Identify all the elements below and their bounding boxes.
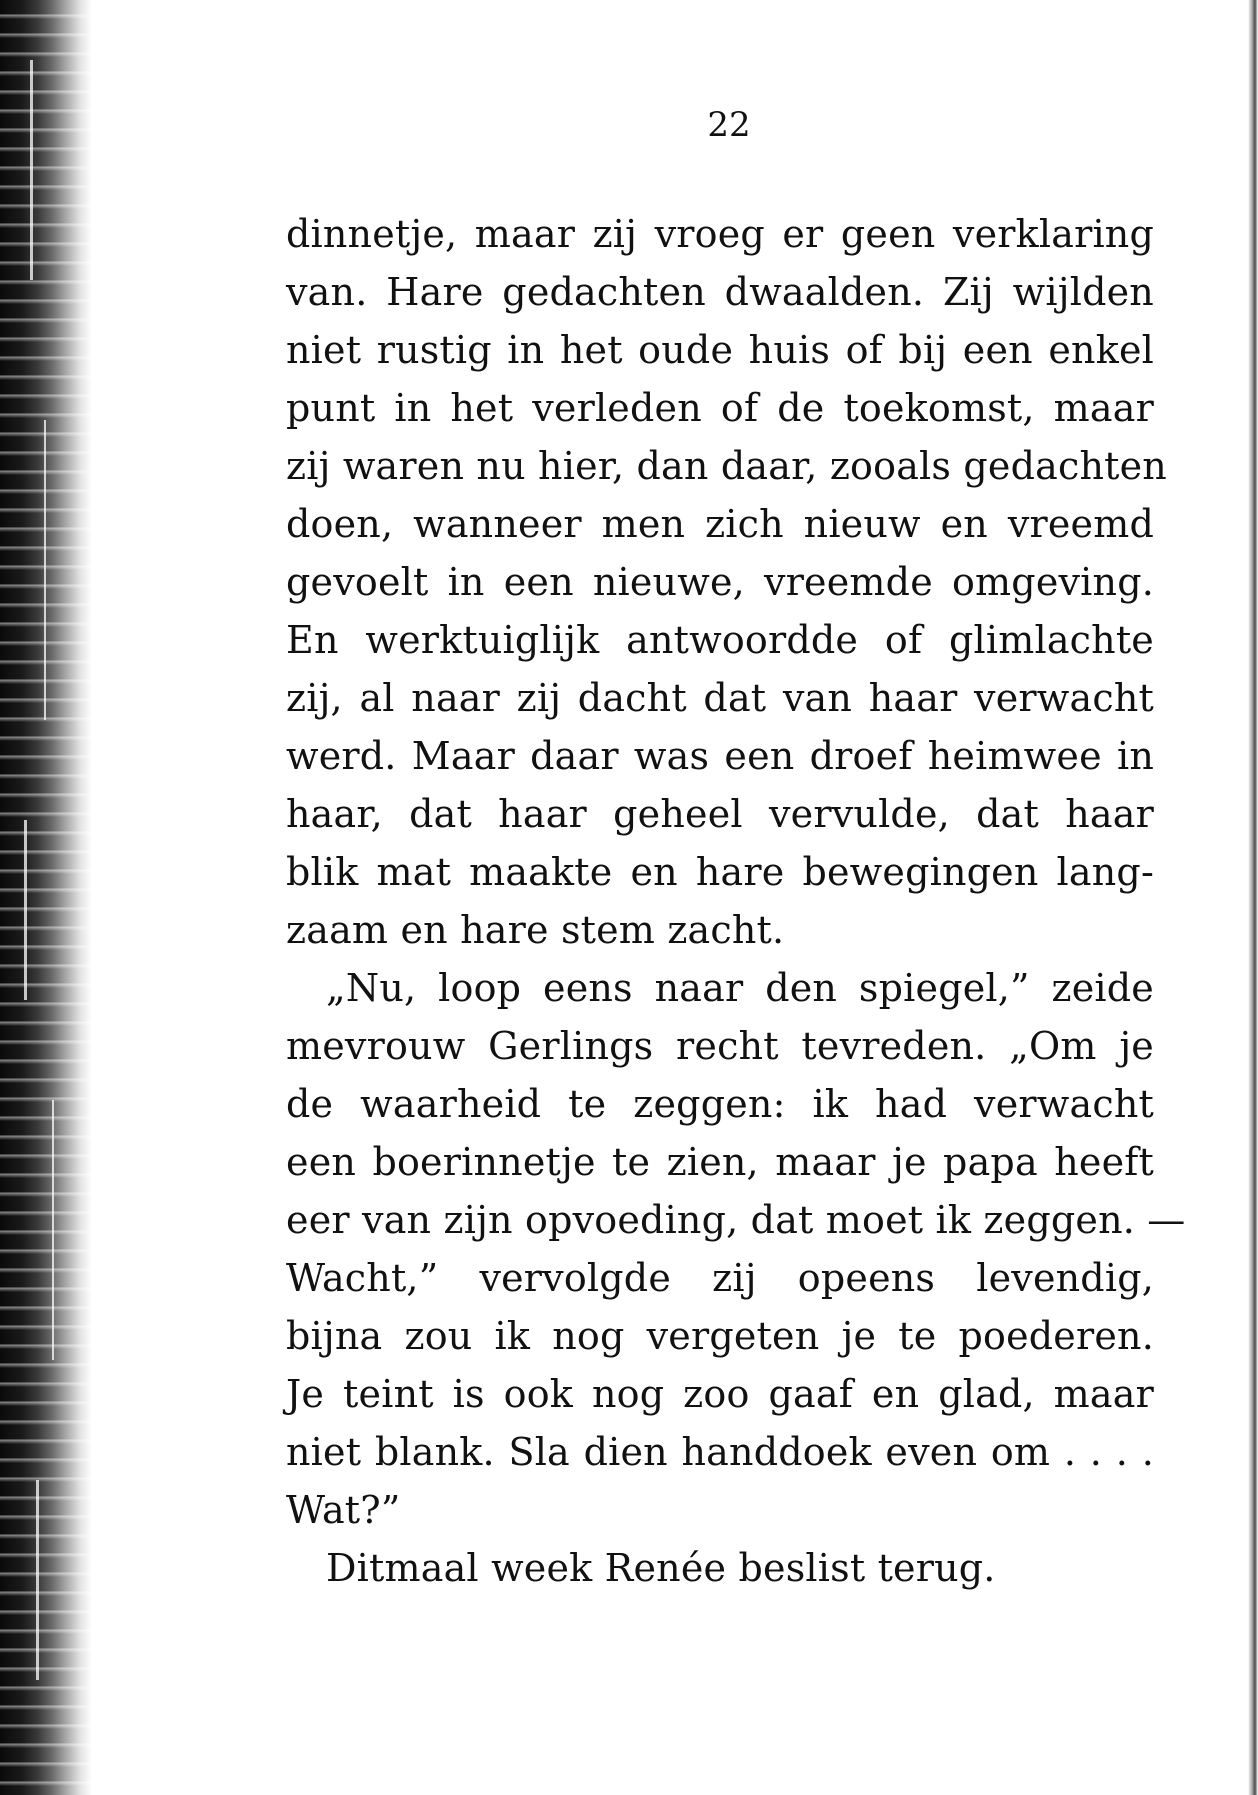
text-line: zij, al naar zij dacht dat van haar verwacht bbox=[286, 676, 1154, 720]
body-text bbox=[286, 205, 1186, 1597]
text-line: blik mat maakte en hare bewegingen lang- bbox=[286, 850, 1154, 894]
binding-edge-right bbox=[1248, 0, 1258, 1795]
page-number: 22 bbox=[707, 105, 751, 145]
text-line: dinnetje, maar zij vroeg er geen verklaring bbox=[286, 212, 1154, 256]
text-line: Je teint is ook nog zoo gaaf en glad, maar bbox=[286, 1372, 1154, 1416]
text-line: mevrouw Gerlings recht tevreden. „Om je bbox=[286, 1024, 1154, 1068]
text-line: de waarheid te zeggen: ik had verwacht bbox=[286, 1082, 1154, 1126]
text-line: van. Hare gedachten dwaalden. Zij wijlden bbox=[286, 270, 1154, 314]
text-line: Ditmaal week Renée beslist terug. bbox=[326, 1546, 996, 1590]
text-line: bijna zou ik nog vergeten je te poederen. bbox=[286, 1314, 1154, 1358]
text-line: een boerinnetje te zien, maar je papa heeft bbox=[286, 1140, 1154, 1184]
text-line: Wacht,” vervolgde zij opeens levendig, bbox=[286, 1256, 1154, 1300]
text-line: niet blank. Sla dien handdoek even om . . . . bbox=[286, 1430, 1154, 1474]
text-line: gevoelt in een nieuwe, vreemde omgeving. bbox=[286, 560, 1154, 604]
text-line: punt in het verleden of de toekomst, maar bbox=[286, 386, 1154, 430]
text-line: En werktuiglijk antwoordde of glimlachte bbox=[286, 618, 1154, 662]
text-line: Wat?” bbox=[286, 1488, 401, 1532]
text-line: niet rustig in het oude huis of bij een enkel bbox=[286, 328, 1154, 372]
text-line: „Nu, loop eens naar den spiegel,” zeide bbox=[326, 966, 1154, 1010]
text-line: haar, dat haar geheel vervulde, dat haar bbox=[286, 792, 1154, 836]
text-line: zij waren nu hier, dan daar, zooals gedachten bbox=[286, 444, 1167, 488]
binding-edge-left bbox=[0, 0, 92, 1795]
text-line: zaam en hare stem zacht. bbox=[286, 908, 785, 952]
text-line: werd. Maar daar was een droef heimwee in bbox=[286, 734, 1154, 778]
text-line: eer van zijn opvoeding, dat moet ik zeggen. — bbox=[286, 1198, 1186, 1242]
text-line: doen, wanneer men zich nieuw en vreemd bbox=[286, 502, 1154, 546]
